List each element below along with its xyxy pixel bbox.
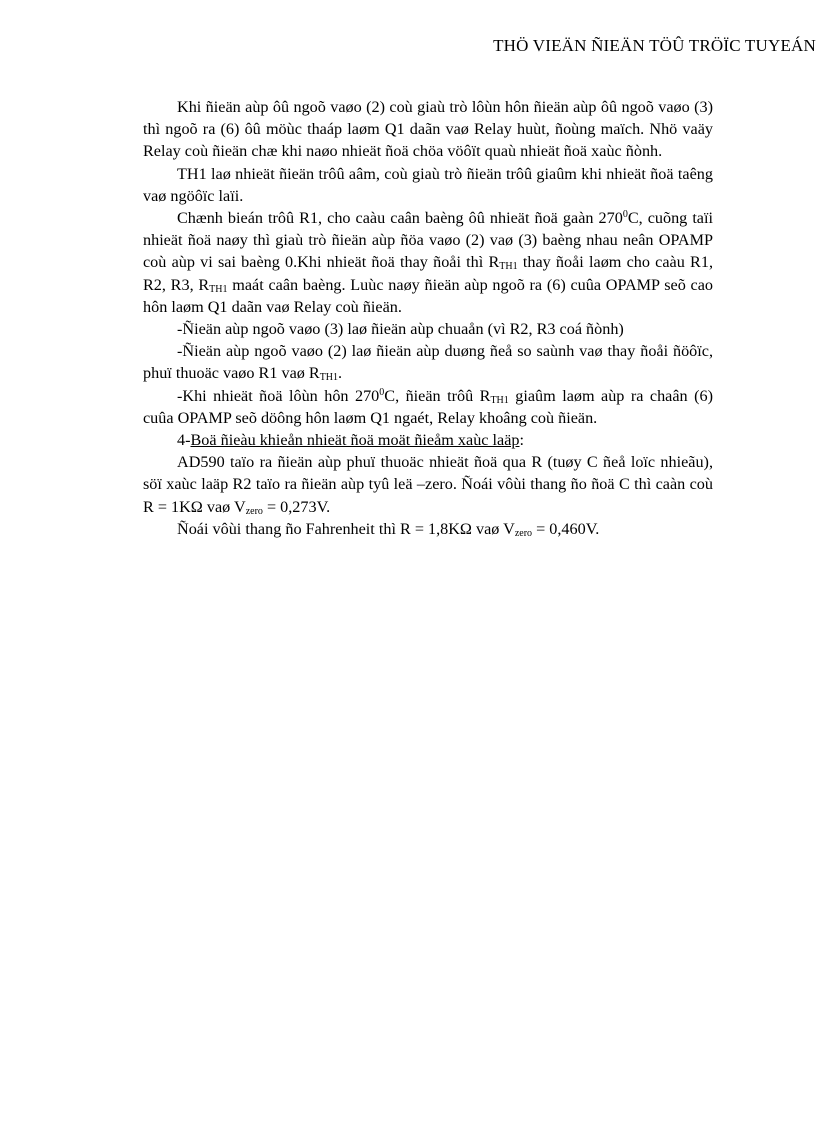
- paragraph: -Ñieän aùp ngoõ vaøo (3) laø ñieän aùp chuaån (vì R2, R3 coá ñònh): [177, 320, 624, 339]
- paragraph: Chænh bieán trôû R1, cho caàu caân baèng ôû nhieät ñoä gaàn $270^0C$, cuõng taïi nhieät ñoä naøy thì giaù trò ñieän aùp ñöa vaøo (2) vaø (3) baèng nhau neân OPAMP coù aùp vi sai baèng 0.Khi nhieät ñoä thay ñoåi thì $R_{TH1}$ thay ñoåi laøm cho caàu R1, R2, R3, $R_{TH1}$ maát caân baèng. Luùc naøy ñieän aùp ngoõ ra (6) cuûa OPAMP seõ cao hôn laøm Q1 daãn vaø Relay coù ñieän.: [143, 209, 713, 316]
- paragraph: Khi ñieän aùp ôû ngoõ vaøo (2) coù giaù trò lôùn hôn ñieän aùp ôû ngoõ vaøo (3) thì ngoõ ra (6) ôû möùc thaáp laøm Q1 daãn vaø Relay huùt, ñoùng maïch. Nhö vaäy Relay coù ñieän chæ khi naøo nhieät ñoä chöa vöôït quaù nhieät ñoä xaùc ñònh.: [143, 98, 713, 161]
- paragraph: Ñoái vôùi thang ño Fahrenheit thì R = 1,8KΩ vaø $V_{zero} = 0,460V$.: [177, 519, 600, 539]
- paragraph: -Khi nhieät ñoä lôùn hôn $270^0C$, ñieän trôû $R_{TH1}$ giaûm laøm aùp ra chaân (6) cuûa OPAMP seõ döông hôn laøm Q1 ngaét, Relay khoâng coù ñieän.: [143, 386, 713, 427]
- section-heading: 4-Boä ñieàu khieån nhieät ñoä moät ñieåm xaùc laäp:: [177, 431, 524, 450]
- paragraph: AD590 taïo ra ñieän aùp phuï thuoäc nhieät ñoä qua R (tuøy C ñeå loïc nhieãu), söï xaùc laäp R2 taïo ra ñieän aùp tyû leä –zero. Ñoái vôùi thang ño ñoä C thì caàn coù R = 1KΩ vaø $V_{zero} = 0,273V$.: [143, 453, 713, 517]
- document-body: [143, 96, 713, 540]
- paragraph: TH1 laø nhieät ñieän trôû aâm, coù giaù trò ñieän trôû giaûm khi nhieät ñoä taêng vaø ngöôïc laïi.: [143, 164, 713, 205]
- page-header: THÖ VIEÄN ÑIEÄN TÖÛ TRÖÏC TUYEÁN: [493, 36, 816, 55]
- paragraph: -Ñieän aùp ngoõ vaøo (2) laø ñieän aùp duøng ñeå so saùnh vaø thay ñoåi ñöôïc, phuï thuoäc vaøo R1 vaø $R_{TH1}$.: [143, 342, 713, 384]
